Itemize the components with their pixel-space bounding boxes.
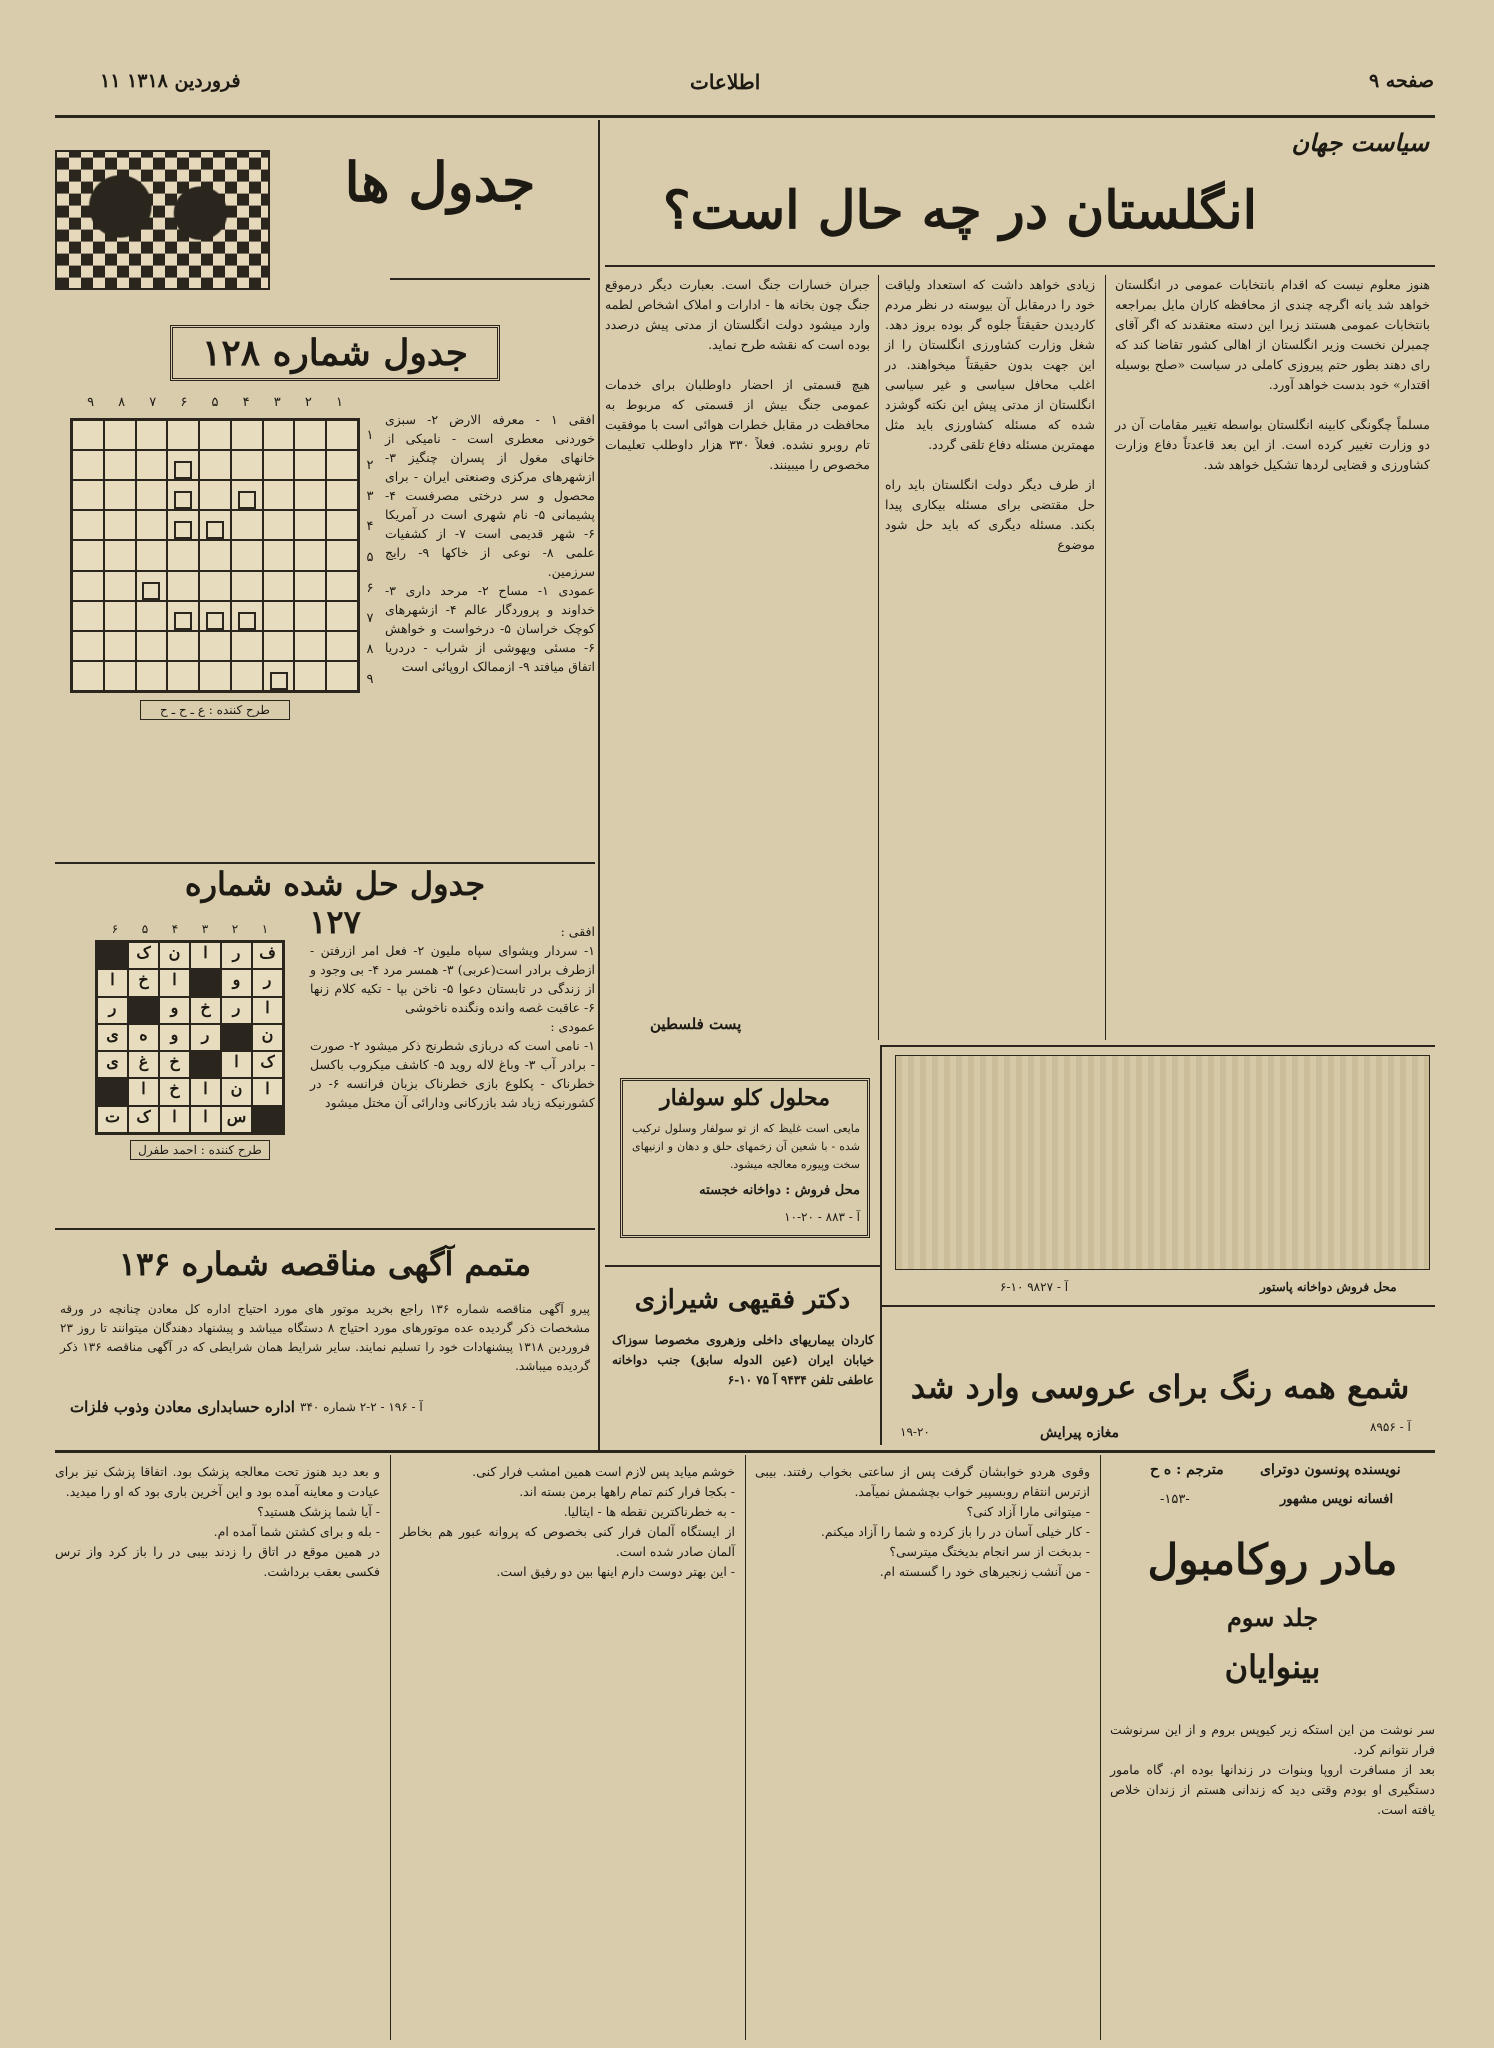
puzzle-128-title: جدول شماره ۱۲۸ — [170, 325, 500, 381]
section-label: سیاست جهان — [1291, 128, 1429, 157]
kolosolfar-title: محلول کلو سولفار — [659, 1085, 831, 1111]
page-divider — [598, 120, 600, 1450]
candle-reference-2: ۱۹-۲۰ — [900, 1425, 930, 1439]
puzzle-127-grid: ف ر ا ن ک ر و ا خ ا ا ر خ و ر ن ر و ه ی ک ا خ غ ی ا ن ا خ ا س ا ا ک ت — [95, 940, 285, 1135]
politics-col-1: هنوز معلوم نیست که اقدام بانتخابات عمومی در انگلستان خواهد شد یانه اگرچه چندی از محافظه کاران مایل بمراجعه بانتخابات عمومی هستند زیرا این دسته معتقدند که اگر آقای چمبرلن نخست وزیر انگلستان از اهالی کشور تقاضا کند که رای دهند بطور حتم پیروزی کاملی در سیاست «صلح بوسیله اقتدار» خود بدست خواهد آورد. مسلماً چگونگی کابینه انگلستان بواسطه تغییر مقامات آن در دو وزارت تغییر کرده است. از این بعد قاعدتاً دفاع وزارت کشاورزی و قضایی لردها تشکیل خواهد شد. — [1115, 277, 1430, 472]
candle-title: شمع همه رنگ برای عروسی وارد شد — [910, 1368, 1410, 1406]
headline-rule — [605, 265, 1435, 267]
crossword-illustration — [55, 150, 270, 290]
serial-part: بینوایان — [1224, 1648, 1321, 1686]
serial-author: نویسنده پونسون دوترای — [1260, 1462, 1401, 1478]
serial-col-4: و بعد دید هنوز تحت معالجه پزشک بود. اتفاقا پزشک نیز برای عیادت و معاینه آمده بود و این آخرین باری بود که او را میدید. - آیا شما پزشک هستید؟ - بله و برای کشتن شما آمده ام. در همین موقع در اتاق را زدند بیبی در را باز کرد واز ترس فکسی بعقب برداشت. — [55, 1464, 380, 1579]
section-rule — [55, 862, 595, 864]
serial-volume: جلد سوم — [1226, 1603, 1319, 1632]
col-divider — [1100, 1455, 1101, 2040]
col-divider — [1105, 275, 1106, 1040]
serial-col-1: سر نوشت من این استکه زیر کیوپس بروم و از این سرنوشت فرار نتوانم کرد. بعد از مسافرت اروپا وبنوات در زندانها بوده ام. گاه مامور دستگیری او بودم وقتی دید که زندانی هستم از زندان خلاص یافته است. — [1110, 1722, 1435, 1817]
bottle-ad-illustration — [895, 1055, 1430, 1270]
masthead-rule — [55, 115, 1435, 118]
col-divider — [390, 1455, 391, 2040]
puzzle-128-col-numbers: ۹ ۸ ۷ ۶ ۵ ۴ ۳ ۲ ۱ — [87, 395, 343, 410]
bottle-ad-reference: آ - ۹۸۲۷ ۱۰-۶ — [1000, 1280, 1069, 1294]
col-divider — [880, 1045, 882, 1445]
serial-title: مادر روکامبول — [1147, 1535, 1398, 1584]
section-rule — [880, 1045, 1435, 1047]
col-divider — [878, 275, 879, 1040]
section-rule — [605, 1265, 880, 1267]
doctor-text: کاردان بیماریهای داخلی وزهروی مخصوصا سوزاک خیابان ایران (عین الدوله سابق) جنب دواخانه عاطفی تلفن ۹۴۳۴ آ ۷۵ ۱۰-۶ — [607, 1333, 874, 1387]
tables-title: جدول ها — [344, 150, 536, 214]
section-rule — [55, 1228, 595, 1230]
puzzle-128-row-numbers: ۱ ۲ ۳ ۴ ۵ ۶ ۷ ۸ ۹ — [366, 427, 374, 688]
politics-col-2: زیادی خواهد داشت که استعداد ولیاقت خود را درمقابل آن بیوسته در نظر مردم کاردیدن حقیقتاً جلوه گر بوده بروز دهد. شغل وزارت کشاورزی انگلستان را از این جهت بدون حقیقتاً میخواهند. در اغلب محافل سیاسی و غیر سیاسی انگلستان از مدتی پیش این نکته گوشزد شده که مسئله کشاورزی باید مثل مهمترین مسئله دفاع تلقی گردد. از طرف دیگر دولت انگلستان باید راه حل مقتضی برای مسئله بیکاری پیدا بکند. مسئله دیگری که باید حل شود موضوع — [885, 277, 1095, 552]
candle-shop: مغازه پیرایش — [1040, 1425, 1119, 1441]
doctor-title: دکتر فقیهی شیرازی — [634, 1285, 851, 1315]
politics-signature: پست فلسطین — [650, 1015, 742, 1033]
candle-reference: آ - ۸۹۵۶ — [1370, 1420, 1411, 1434]
puzzle-127-title: جدول حل شده شماره ۱۲۷ — [184, 865, 486, 941]
serial-number: -۱۵۳- — [1160, 1492, 1190, 1507]
tender-signature: اداره حسابداری معادن وذوب فلزات — [70, 1398, 295, 1416]
serial-col-3: خوشم میاید پس لازم است همین امشب فرار کنی. - بکجا فرار کنم تمام راهها برمن بسته اند. - به خطرناکترین نقطه ها - ایتالیا. از ایستگاه آلمان فرار کنی بخصوص که پروانه عبور هم بخاطر آلمان صادر شده است. - این بهتر دوست دارم اینها بین دو رفیق است. — [400, 1464, 735, 1579]
kolosolfar-reference: آ - ۸۸۳ - ۲۰-۱۰ — [784, 1210, 860, 1224]
politics-col-3: جبران خسارات جنگ است. بعبارت دیگر درموقع جنگ چون بخانه ها - ادارات و املاک اشخاص لطمه وارد میشود دولت انگلستان از مدتی پیش درصدد بوده است که نقشه طرح نماید. هیچ قسمتی از احضار داوطلبان برای خدمات عمومی جنگ بیش از قسمتی که مربوط به محافظت در مقابل خطرات هوائی است با موفقیت تام روبرو نشده. فعلاً ۳۳۰ هزار داوطلب تعلیمات مخصوص را میبینند. — [605, 277, 870, 472]
politics-headline: انگلستان در چه حال است؟ — [662, 180, 1258, 241]
tender-reference: آ - ۱۹۶ - ۲-۲ شماره ۳۴۰ — [300, 1400, 423, 1414]
bottle-ad-shop: محل فروش دواخانه پاستور — [1260, 1280, 1397, 1294]
serial-subtitle: افسانه نویس مشهور — [1280, 1492, 1394, 1507]
tender-text: پیرو آگهی مناقصه شماره ۱۳۶ راجع بخرید موتور های مورد احتیاج اداره کل معادن چنانچه در ورقه مشخصات ذکر گردیده عده موتورهای مورد احتیاج ۸ دستگاه میباشد و پیشنهاد دهندگان میتوانند تا روز ۲۳ فروردین ۱۳۱۸ پیشنهادات خود را تسلیم نمایند. سایر شرایط همان شرایطی که در آگهی مناقصه ۱۳۶ ذکر گردیده میباشد. — [56, 1302, 590, 1373]
serial-col-2: وقوی هردو خوابشان گرفت پس از ساعتی بخواب رفتند. بیبی ازترس انتقام روبسپیر خواب بچشمش نمیآمد. - میتوانی مارا آزاد کنی؟ - کار خیلی آسان در را باز کرده و شما را آزاد میکنم. - بدبخت از سر انجام بدیختگ میترسی؟ - من آنشب زنجیرهای خود را گسسته ام. — [755, 1464, 1090, 1579]
puzzle-127-designer: طرح کننده : احمد طفرل — [130, 1140, 270, 1160]
section-rule — [880, 1305, 1435, 1307]
serial-translator: مترجم : ه ح — [1150, 1462, 1224, 1478]
serial-top-rule — [55, 1450, 1435, 1453]
puzzle-127-clues: افقی : ۱- سردار ویشوای سپاه مليون ۲- فعل امر ازرفتن - ازطرف برادر است(عربی) ۳- همسر مرد ۴- بی وجود و از زندگی در تابستان دعوا ۵- ناخن بپا - تکیه کلام زنها ۶- عاقبت غصه وانده ونگنده ناخوشی عمودی : ۱- نامی است که دربازی شطرنج ذکر میشود ۲- صورت - برادر آب ۳- وباغ لاله رويد ۵- کاشف میکروب باکسل خطرناک - پکلوع بازی خطرناک بزبان فرانسه ۶- در کشورنیکه زیاد شد بازرکانی ودارائی آن مختل میشود — [310, 924, 595, 1110]
kolosolfar-text: مایعی است غلیظ که از تو سولفار وسلول ترکیب شده - با شعین آن زخمهای حلق و دهان و ازنیهای سخت وپیوره معالجه میشود. — [628, 1122, 860, 1171]
paper-name: اطلاعات — [690, 70, 761, 94]
page-number: صفحه ۹ — [1368, 70, 1434, 92]
kolosolfar-shop: محل فروش : دواخانه خجسته — [699, 1183, 860, 1198]
puzzle-128-designer: طرح کننده : ع ـ ح ـ ح — [140, 700, 290, 720]
col-divider — [745, 1455, 746, 2040]
puzzle-128-clues: افقی ۱ - معرفه الارض ۲- سبزی خوردنی معطری است - نامیکی از خانهای مغول از پسران چنگیز ۳- ازشهرهای مرکزی وصنعتی ایران - برای محصول و سر درختی مصرفست ۴- پشیمانی ۵- نام شهری است در آمریکا ۶- شهر قدیمی است ۷- از کشفیات علمی ۸- نوعی از خاکها ۹- رایج سرزمین. عمودی ۱- مساح ۲- مرحد داری ۳- خداوند و پروردگار عالم ۴- ازشهرهای کوچک خراسان ۵- درخواست و خواهش ۶- مسئی ویهوشی از شراب - دردریا اتفاق میافتد ۹- ازممالک اروپائی است — [385, 412, 596, 674]
issue-date: ۱۱ فروردین ۱۳۱۸ — [100, 70, 241, 92]
puzzle-127-col-numbers: ۶ ۵ ۴ ۳ ۲ ۱ — [111, 922, 269, 936]
section-rule — [390, 278, 590, 280]
tender-title: متمم آگهی مناقصه شماره ۱۳۶ — [118, 1245, 532, 1283]
